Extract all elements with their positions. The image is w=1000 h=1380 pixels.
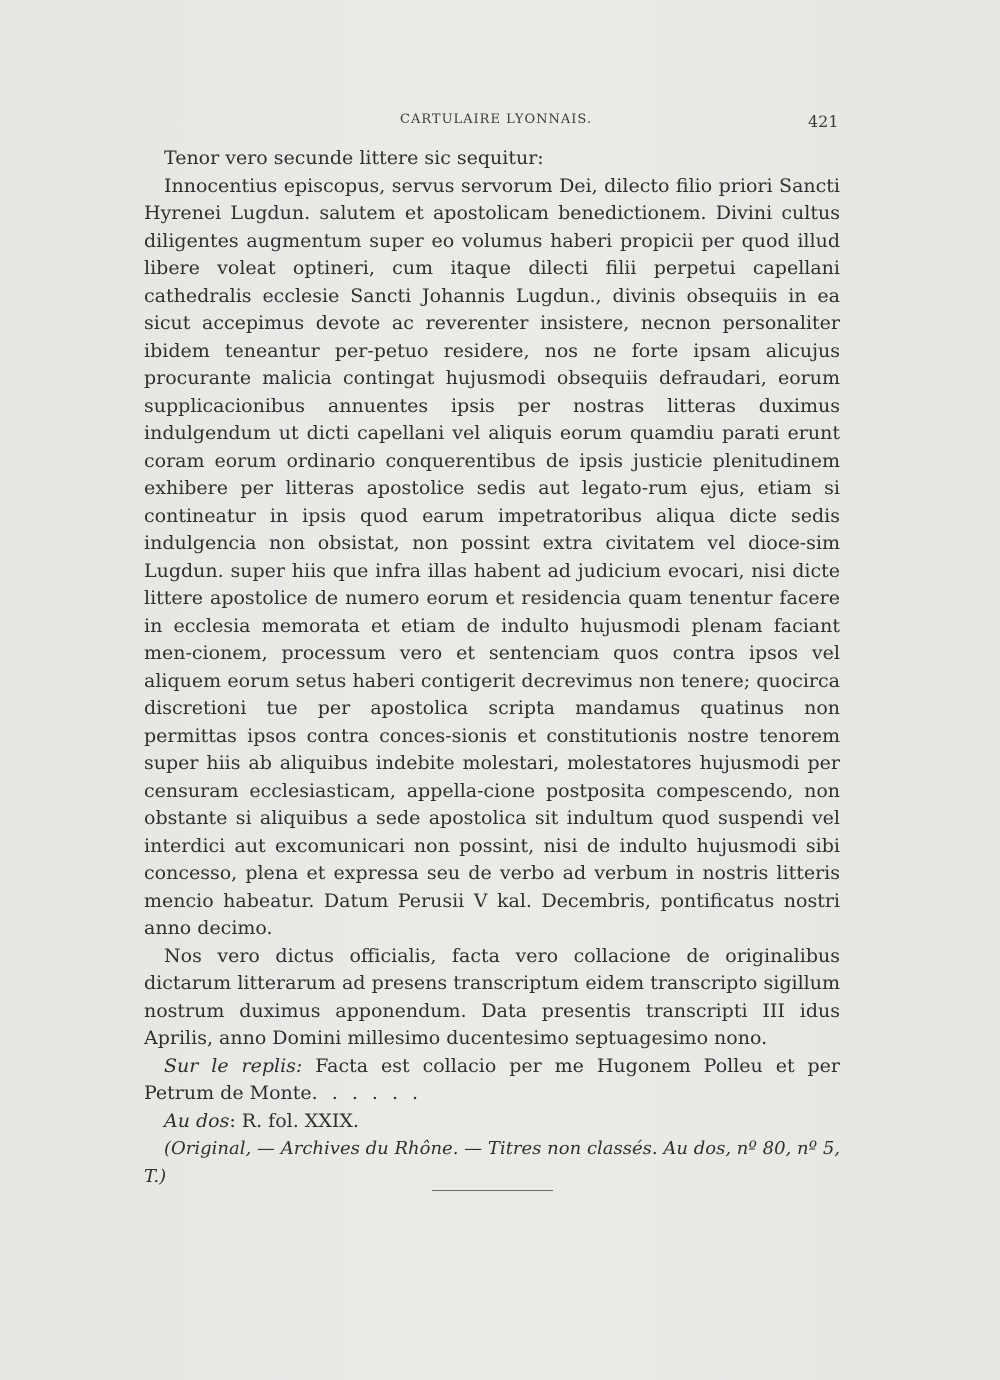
closing-rule (432, 1190, 553, 1191)
replis-text: Facta est collacio per me Hugonem Polleu et per Petrum de Monte (144, 1054, 841, 1104)
document-body (144, 145, 840, 1191)
endorsement-replis (144, 1053, 840, 1108)
paragraph-tenor: Tenor vero secunde littere sic sequitur: (164, 147, 544, 169)
page-number: 421 (808, 112, 839, 131)
endorsement-dos (144, 1108, 840, 1136)
dos-label: Au dos (164, 1109, 230, 1132)
paragraph-official: Nos vero dictus officialis, facta vero collacione de originalibus dictarum litterarum ad presens transcriptum eidem transcripto sigillum nostrum duximus apponendum. Data presentis transcripti III idus Aprilis, anno Domini millesimo ducentesimo septuagesimo nono. (144, 944, 840, 1049)
replis-dots: . . . . . . (311, 1082, 423, 1104)
page-header (0, 112, 1000, 136)
source-note: (Original, — Archives du Rhône. — Titres non classés. Au dos, nº 80, nº 5, T.) (144, 1138, 840, 1187)
dos-text: : R. fol. XXIX. (229, 1109, 359, 1132)
replis-label: Sur le replis: (164, 1054, 303, 1077)
paragraph-letter: Innocentius episcopus, servus servorum Dei, dilecto filio priori Sancti Hyrenei Lugdun. salutem et apostolicam benedictionem. Divini cultus diligentes augmentum super eo volumus haberi propicii per quod illud libere voleat optineri, cum itaque dilecti filii perpetui capellani cathedralis ecclesie Sancti Johannis Lugdun., divinis obsequiis in ea sicut accepimus devote ac reverenter insistere, necnon personaliter ibidem teneantur per-petuo residere, nos ne forte ipsam alicujus procurante malicia contingat hujusmodi obsequiis defraudari, eorum supplicacionibus annuentes ipsis per nostras litteras duximus indulgendum ut dicti capellani vel aliquis eorum quamdiu parati erunt coram eorum ordinario conquerentibus de ipsis justicie plenitudinem exhibere per litteras apostolice sedis aut legato-rum ejus, etiam si contineatur in ipsis quod earum impetratoribus aliqua dicte sedis indulgencia non obsistat, non possint extra civitatem vel dioce-sim Lugdun. super hiis que infra illas habent ad judicium evocari, nisi dicte littere apostolice de numero eorum et residencia quam tenentur facere in ecclesia memorata et etiam de indulto hujusmodi plenam faciant men-cionem, processum vero et sentenciam quos contra ipsos vel aliquem eorum setus haberi contigerit decrevimus non tenere; quocirca discretioni tue per apostolica scripta mandamus quatinus non permittas ipsos contra conces-sionis et constitutionis nostre tenorem super hiis ab aliquibus indebite molestari, molestatores hujusmodi per censuram ecclesiasticam, appella-cione postposita compescendo, non obstante si aliquibus a sede apostolica sit indultum quod suspendi vel interdici aut excomunicari non possint, nisi de indulto hujusmodi sibi concesso, plena et expressa seu de verbo ad verbum in nostris litteris mencio habeatur. Datum Perusii V kal. Decembris, pontificatus nostri anno decimo. (144, 174, 840, 939)
running-title: CARTULAIRE LYONNAIS. (400, 112, 592, 127)
